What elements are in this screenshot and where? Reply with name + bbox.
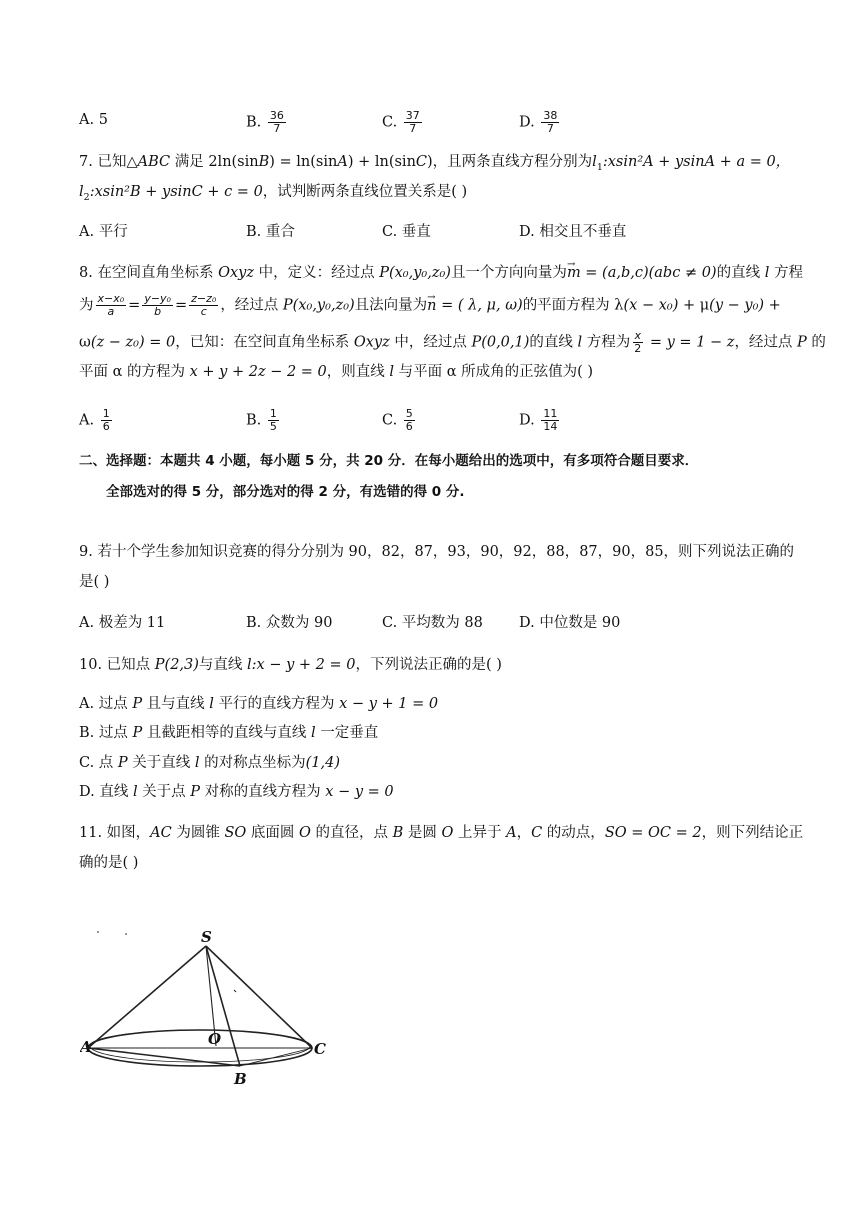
- q7-stem-line1: 7. 已知△ABC 满足 2ln(sinB) = ln(sinA) + ln(sinC)，且两条直线方程分别为$l_1:xsin^2A + ysinA + a = 0$，: [79, 154, 791, 173]
- q8-stem-line2: 为 $\frac{\text{x−x₀}}{a}$ = $\frac{\text{y−y₀}}{b}$ = $\frac{\text{z−z₀}}{c}$ ，经过点 P(x₀,y₀,z₀)且法向量为→ n = ( λ, μ, ω)的平面方程为 λ(x − x₀) + μ(y − y₀) +: [79, 293, 781, 318]
- q9-option-c: C. 平均数为 88: [382, 615, 483, 631]
- q7-stem-line2: $l_2:xsin^2B + ysinC + c = 0$，试判断两条直线位置关系是( ): [79, 184, 468, 203]
- q10-option-b: B. 过点 P 且截距相等的直线与直线 l 一定垂直: [79, 725, 379, 741]
- q8-option-b: B. $\frac{1}{5}$: [246, 407, 277, 433]
- q6-option-c: C. $\frac{37}{7}$: [382, 109, 420, 135]
- label-B: B: [234, 1070, 247, 1088]
- q8-stem-line1: 8. 在空间直角坐标系 Oxyz 中，定义：经过点 P(x₀,y₀,z₀)且一个方向向量为→ m = (a,b,c)(abc ≠ 0)的直线 l 方程: [79, 263, 803, 283]
- q9-option-a: A. 极差为 11: [79, 615, 166, 631]
- q9-options: [79, 613, 799, 643]
- q7-option-c: C. 垂直: [382, 224, 431, 240]
- q8-options: [79, 408, 799, 438]
- label-A: A: [80, 1038, 92, 1056]
- q7-option-d: D. 相交且不垂直: [519, 224, 627, 240]
- section-2-scoring: 全部选对的得 5 分，部分选对的得 2 分，有选错的得 0 分.: [106, 484, 465, 500]
- label-C: C: [314, 1040, 326, 1058]
- q7-option-b: B. 重合: [246, 224, 295, 240]
- q7-option-a: A. 平行: [79, 224, 128, 240]
- q11-stem-line2: 确的是( ): [79, 855, 139, 871]
- q9-option-b: B. 众数为 90: [246, 615, 333, 631]
- q10-option-c: C. 点 P 关于直线 l 的对称点坐标为(1,4): [79, 755, 341, 771]
- q6-options: [79, 110, 799, 140]
- q9-stem-line1: 9. 若十个学生参加知识竞赛的得分分别为 90，82，87，93，90，92，88，87，90，85，则下列说法正确的: [79, 544, 795, 560]
- q6-option-b: B. $\frac{36}{7}$: [246, 109, 284, 135]
- q10-option-d: D. 直线 l 关于点 P 对称的直线方程为 x − y = 0: [79, 784, 394, 800]
- q8-option-d: D. $\frac{11}{14}$: [519, 407, 558, 433]
- cone-figure: [80, 912, 340, 1092]
- q9-option-d: D. 中位数是 90: [519, 615, 621, 631]
- q8-stem-line4: 平面 α 的方程为 x + y + 2z − 2 = 0，则直线 l 与平面 α 所成角的正弦值为( ): [79, 364, 594, 380]
- label-S: S: [201, 928, 212, 946]
- q7-options: [79, 222, 799, 252]
- edge-AB: [88, 1048, 240, 1066]
- q8-stem-line3: ω(z − z₀) = 0，已知：在空间直角坐标系 Oxyz 中，经过点 P(0,0,1)的直线 l 方程为 $\frac{x}{2}$ = y = 1 − z，经过点 P 的: [79, 329, 826, 355]
- q6-option-a: A. 5: [79, 112, 108, 128]
- edge-BC: [240, 1048, 312, 1066]
- q9-stem-line2: 是( ): [79, 574, 110, 590]
- q10-option-a: A. 过点 P 且与直线 l 平行的直线方程为 x − y + 1 = 0: [79, 696, 439, 712]
- section-2-heading: 二、选择题：本题共 4 小题，每小题 5 分，共 20 分．在每小题给出的选项中，有多项符合题目要求．: [79, 453, 699, 469]
- q6-option-d: D. $\frac{38}{7}$: [519, 109, 558, 135]
- q8-option-c: C. $\frac{5}{6}$: [382, 407, 413, 433]
- q8-option-a: A. $\frac{1}{6}$: [79, 407, 110, 433]
- q10-stem: 10. 已知点 P(2,3)与直线 l:x − y + 2 = 0，下列说法正确的是( ): [79, 657, 502, 673]
- label-O: O: [208, 1030, 222, 1048]
- q11-stem-line1: 11. 如图，AC 为圆锥 SO 底面圆 O 的直径，点 B 是圆 O 上异于 A，C 的动点，SO = OC = 2，则下列结论正: [79, 825, 804, 841]
